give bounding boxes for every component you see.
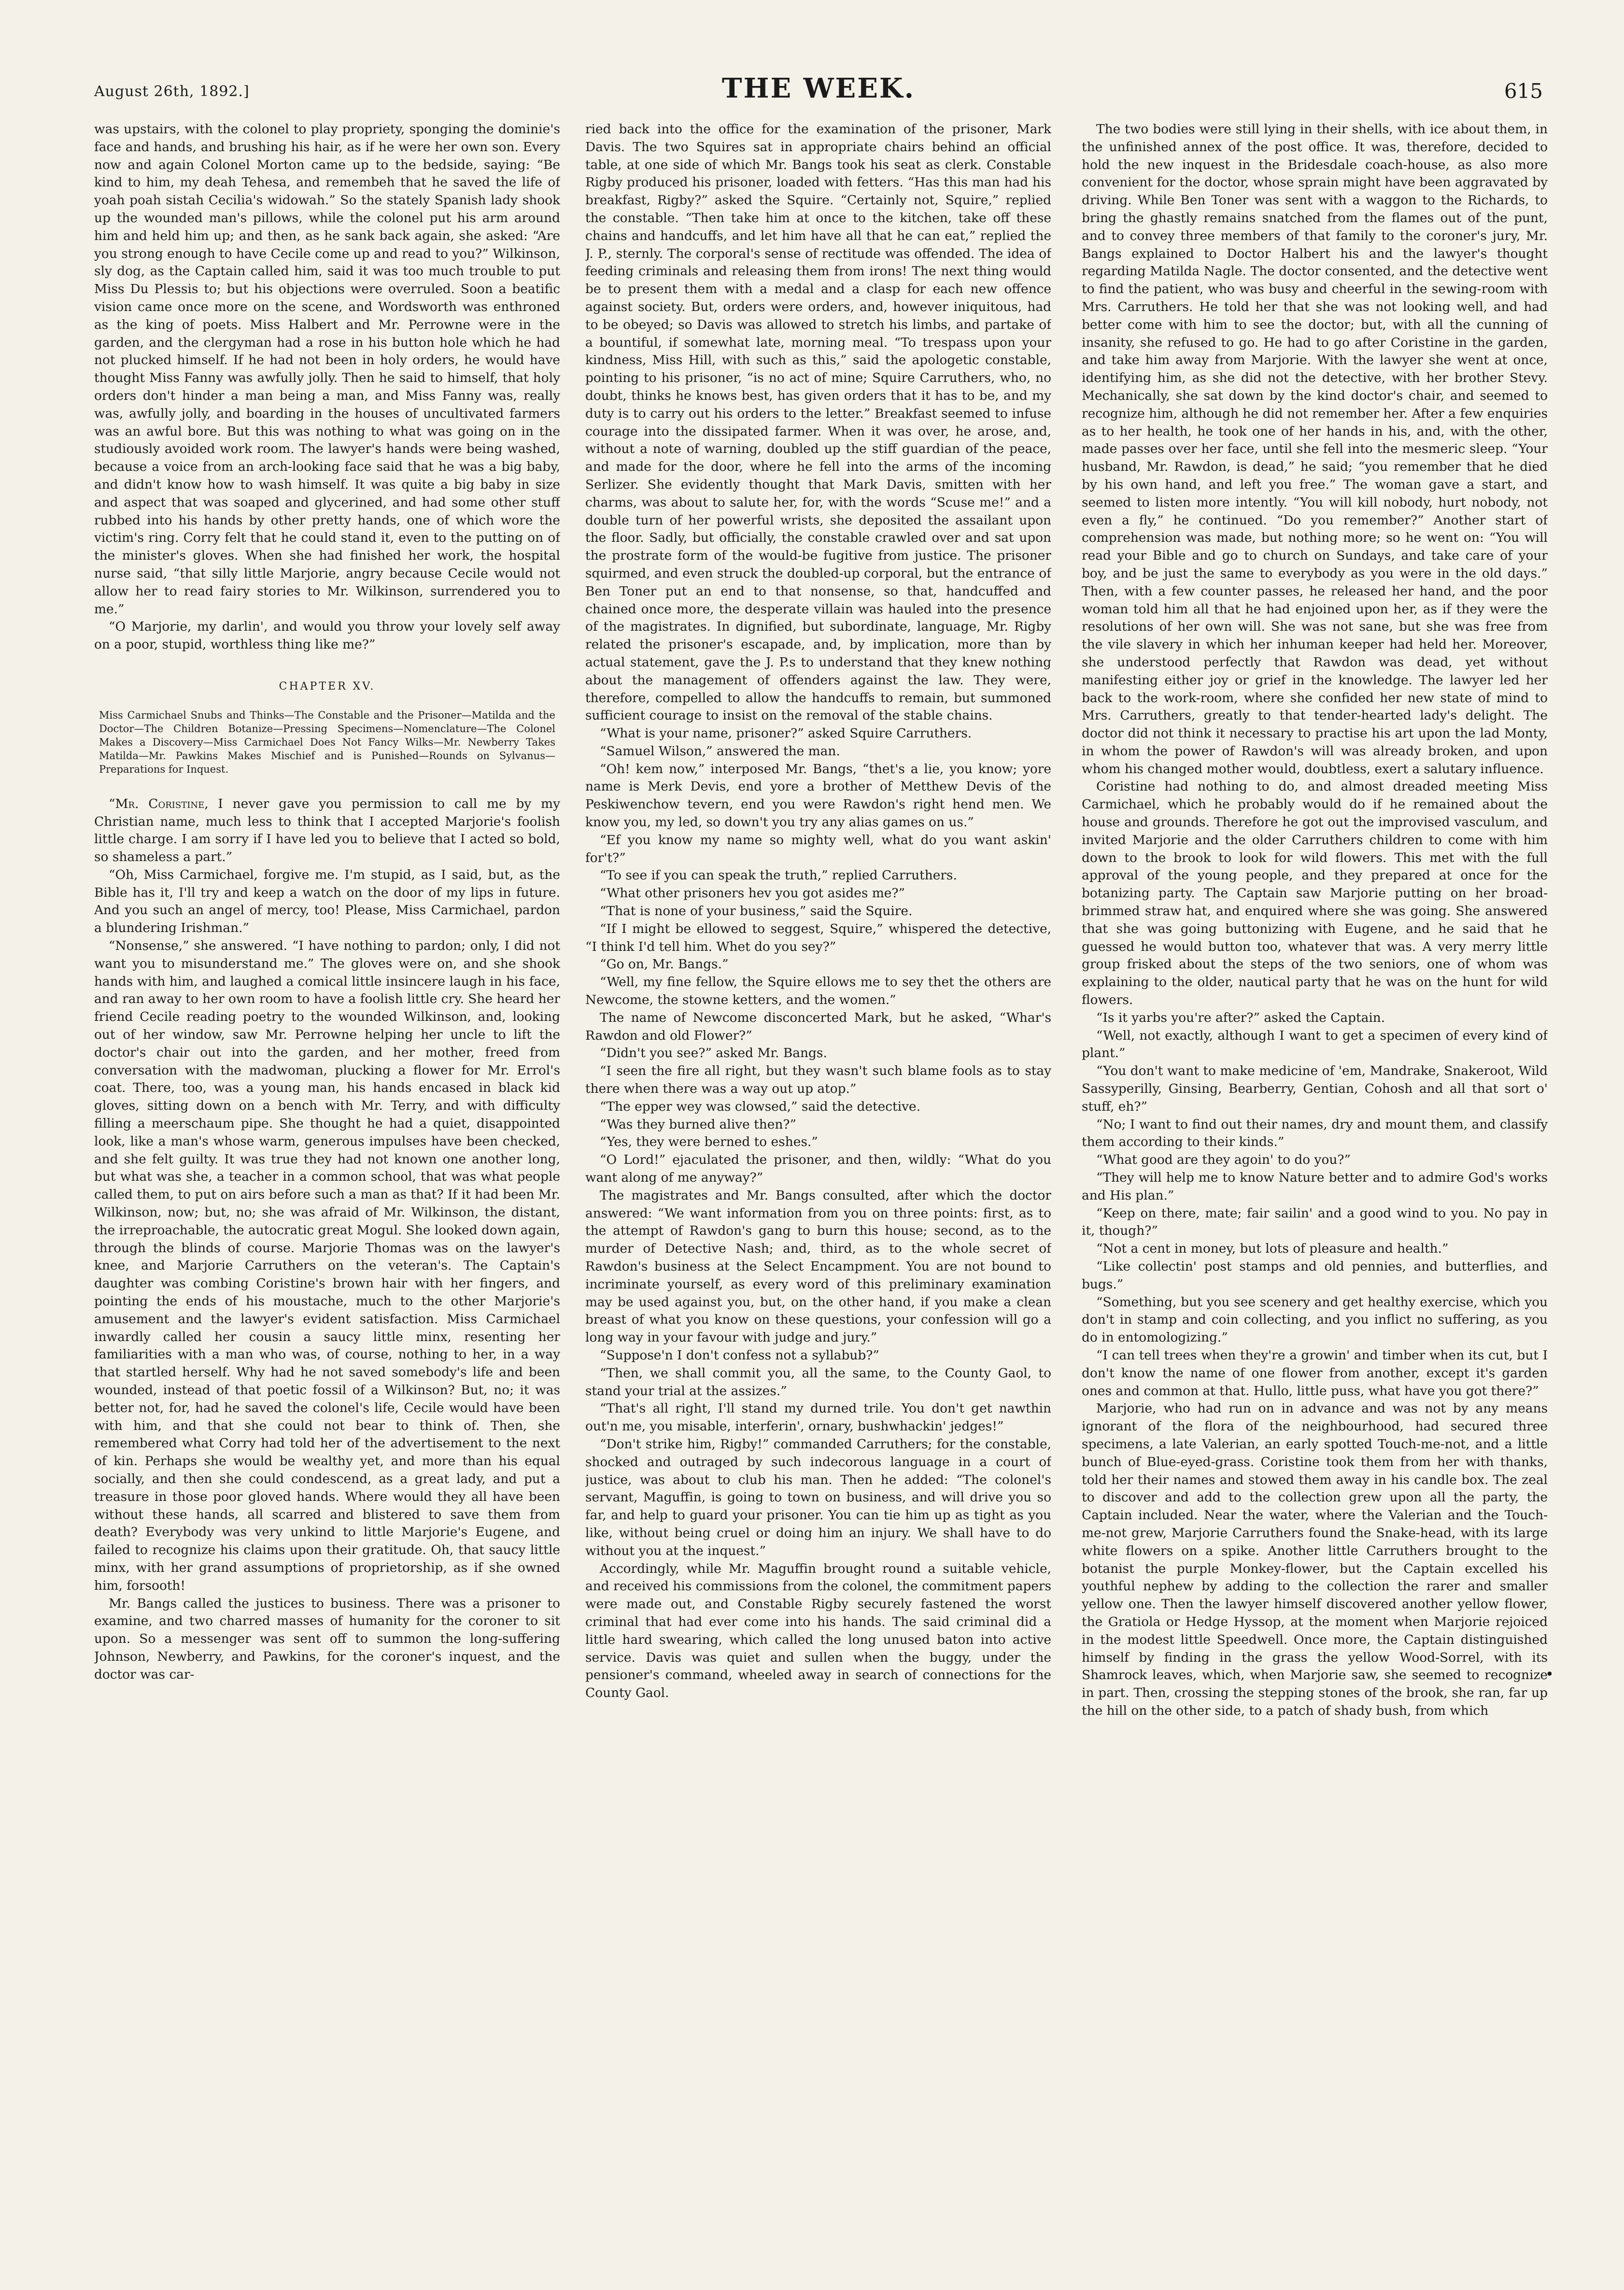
paragraph: “Not a cent in money, but lots of pleasure and health.”	[1096, 1241, 1449, 1257]
paragraph: The two bodies were still lying in their shells, with ice about them, in the unfinished annex of the post office. It was, therefore, decided to hold the new inquest in the Bridesdale coach-house, as also more convenient for the doctor, whose sprain might have been aggravated by driving. While Ben Toner was sent with a waggon to the Richards, to bring the ghastly remains snatched from the flames out of the punt, and to convey three members of that family to the coroner's jury, Mr. Bangs explained to Doctor Halbert his and the lawyer's thought regarding Matilda Nagle. The doctor consented, and the detective went to find the patient, who was busy and cheerful in the sewing-room with Mrs. Carruthers. He told her that she was not looking well, and had better come with him to see the doctor; but, with all the cunning of insanity, she refused to go. He had to go after Coristine in the garden, and take him away from Marjorie. With the lawyer she went at once, identifying him, as she did not the detective, with her brother Stevy. Mechanically, she sat down by the kind doctor's chair, and seemed to recognize him, although he did not remember her. After a few enquiries as to her health, he took one of her hands in his, and, with the other, made passes over her face, until she fell into the mesmeric sleep. “Your husband, Mr. Rawdon, is dead,” he said; “you remember that he died by his own hand, and left you free.” The woman gave a start, and seemed to listen more intently. “You will kill nobody, hurt nobody, not even a fly,” he continued. “Do you remember?” Another start of comprehension was made, but nothing more; so he went on: “You will read your Bible and go to church on Sundays, and take care of your boy, and be just the same to everybody as you were in the old days.” Then, with a few counter passes, he released her hand, and the poor woman told him all that he had enjoined upon her, as if they were the resolutions of her own will. She was not sane, but she was free from the vile slavery in which her inhuman keeper had held her. Moreover, she understood perfectly that Rawdon was dead, yet without manifesting either joy or grief in the knowledge. The lawyer led her back to the work-room, where she confided her new state of mind to Mrs. Carruthers, greatly to that tender-hearted lady's delight. The doctor did not think it necessary to practise his art upon the lad Monty, in whom the power of Rawdon's will was already broken, and upon whom his changed mother would, doubtless, exert a salutary influence.	[1082, 122, 1548, 777]
chapter-summary: Miss Carmichael Snubs and Thinks—The Constable and the Prisoner—Matilda and the Doctor—The Children Botanize—Pressing Specimens—Nomenclature—The Colonel Makes a Discovery—Miss Carmichael Does Not Fancy Wilks—Mr. Newberry Takes Matilda—Mr. Pawkins Makes Mischief and is Punished—Rounds on Sylvanus—Preparations for Inquest.	[99, 709, 555, 775]
paragraph: Mr. Bangs called the justices to business. There was a prisoner to examine, and two charred masses of humanity for the coroner to sit upon. So a messenger was sent off to summon the long-suffering Johnson, Newberry, and Pawkins, for the coroner's inquest, and the doctor was car-	[94, 1596, 560, 1682]
paragraph: Accordingly, while Mr. Maguffin brought round a suitable vehicle, and received his commissions from the colonel, the commitment papers were made out, and Constable Rigby securely fastened the worst criminal that had ever come into his hands. The said criminal did a little hard swearing, which called the long unused baton into active service. Davis was quiet and sullen when the buggy, under the pensioner's command, wheeled away in search of connections for the County Gaol.	[585, 1561, 1051, 1701]
paragraph: “Like collectin' post stamps and old pennies, and butterflies, and bugs.”	[1082, 1259, 1548, 1292]
paragraph: “Samuel Wilson,” answered the man.	[600, 743, 840, 759]
margin-bullet-mark: •	[1545, 1666, 1554, 1683]
paragraph: ried back into the office for the examination of the prisoner, Mark Davis. The two Squires sat in appropriate chairs behind an official table, at one side of which Mr. Bangs took his seat as clerk. Constable Rigby produced his prisoner, loaded with fetters. “Has this man had his breakfast, Rigby?” asked the Squire. “Certainly not, Squire,” replied the constable. “Then take him at once to the kitchen, take off these chains and handcuffs, and let him have all that he can eat,” replied the J. P., sternly. The corporal's sense of rectitude was offended. The idea of feeding criminals and releasing them from irons! The next thing would be to present them with a medal and a clasp for each new offence against society. But, orders were orders, and, however iniquitous, had to be obeyed; so Davis was allowed to stretch his limbs, and partake of a bountiful, if somewhat late, morning meal. “To trespass upon your kindness, Miss Hill, with such as this,” said the apologetic constable, pointing to his prisoner, “is no act of mine; Squire Carruthers, who, no doubt, thinks he knows best, has given orders that it has to be, and my duty is to carry out his orders to the letter.” Breakfast seemed to infuse courage into the dissipated farmer. When it was over, he arose, and, without a note of warning, doubled up the stiff guardian of the peace, and made for the door, where he fell into the arms of the incoming Serlizer. She evidently thought that Mark Davis, smitten with her charms, was about to salute her, for, with the words “Scuse me!” and a double turn of her powerful wrists, she deposited the assailant upon the floor. Sadly, but officially, the constable crawled over and sat upon the prostrate form of the would-be fugitive from justice. The prisoner squirmed, and even struck the doubled-up corporal, but the entrance of Ben Toner put an end to that nonsense, so that, handcuffed and chained once more, the desperate villain was hauled into the presence of the magistrates. In dignified, but subordinate, language, Mr. Rigby related the prisoner's escapade, and, by implication, more than by actual statement, gave the J. P.s to understand that they knew nothing about the management of offenders against the law. They were, therefore, compelled to allow the handcuffs to remain, but summoned sufficient courage to insist on the removal of the stable chains.	[585, 122, 1051, 723]
paragraph: “Something, but you see scenery and get healthy exercise, which you don't in stamp and coin collecting, and you inflict no suffering, as you do in entomologizing.”	[1082, 1294, 1548, 1345]
page-header	[94, 72, 1543, 116]
paragraph: “Then, we shall commit you, all the same, to the County Gaol, to stand your trial at the assizes.”	[585, 1365, 1051, 1399]
text-column-2	[585, 121, 1051, 2255]
paragraph: “Well, not exactly, although I want to get a specimen of every kind of plant.”	[1082, 1028, 1548, 1061]
paragraph: “I seen the fire all right, but they wasn't such blame fools as to stay there when there was a way out up atop.”	[585, 1063, 1051, 1097]
paragraph: “Oh! kem now,” interposed Mr. Bangs, “thet's a lie, you know; yore name is Merk Devis, end yore a brother of Metthew Devis of the Peskiwenchow tevern, end you were Rawdon's right hend men. We know you, my led, so down't you try any alias games on us.”	[585, 761, 1051, 830]
paragraph: “What good are they agoin' to do you?”	[1096, 1152, 1351, 1168]
paragraph: “Go on, Mr. Bangs.”	[600, 957, 729, 972]
chapter-heading: CHAPTER XV.	[279, 680, 376, 693]
page-number: 615	[1504, 79, 1543, 103]
paragraph: Coristine had nothing to do, and almost dreaded meeting Miss Carmichael, which he probably would do if he remained about the house and grounds. Therefore he got out the improvised vasculum, and invited Marjorie and the older Carruthers children to come with him down to the brook to look for wild flowers. This met with the full approval of the young people, and they prepared at once for the botanizing party. The Captain saw Marjorie putting on her broad-brimmed straw hat, and enquired where she was going. She answered that she was going buttonizing with Eugene, and he said that he guessed he would button too, whatever that was. A very merry little group frisked about the steps of the two seniors, one of whom was explaining to the older, nautical party that he was on the hunt for wild flowers.	[1082, 779, 1548, 1008]
paragraph: “Ef you know my name so mighty well, what do you want askin' for't?”	[585, 832, 1051, 865]
text-column-1	[94, 121, 560, 2255]
paragraph: was upstairs, with the colonel to play propriety, sponging the dominie's face and hands, and brushing his hair, as if he were her own son. Every now and again Colonel Morton came up to the bedside, saying: “Be kind to him, my deah Tehesa, and remembeh that he saved the life of yoah poah sistah Cecilia's widowah.” So the stately Spanish lady shook up the wounded man's pillows, while the colonel put his arm around him and held him up; and then, as he sank back again, she asked: “Are you strong enough to have Cecile come up and read to you?” Wilkinson, sly dog, as the Captain called him, said it was too much trouble to put Miss Du Plessis to; but his objections were overruled. Soon a beatific vision came once more on the scene, and Wordsworth was enthroned as the king of poets. Miss Halbert and Mr. Perrowne were in the garden, and the clergyman had a rose in his button hole which he had not plucked himself. If he had not been in holy orders, he would have thought Miss Fanny was awfully jolly. Then he said to himself, that holy orders don't hinder a man being a man, and Miss Fanny was, really was, awfully jolly, and boarding in the houses of uncultivated farmers was an awful bore. But this was nothing to what was going on in the studiously avoided work room. The lawyer's hands were being washed, because a voice from an arch-looking face said that he was a big baby, and didn't know how to wash himself. It was quite a big baby in size and aspect that was soaped and glycerined, and had some other stuff rubbed into his hands by other pretty hands, one of which wore the victim's ring. Corry felt that he could stand it, even to the putting on of the minister's gloves. When she had finished her work, the hospital nurse said, “that silly little Marjorie, angry because Cecile would not allow her to read fairy stories to Mr. Wilkinson, surrendered you to me.”	[94, 122, 560, 617]
paragraph: “Well, my fine fellow, the Squire ellows me to sey thet the others are Newcome, the stowne ketters, and the women.”	[585, 975, 1051, 1008]
issue-date: August 26th, 1892.]	[94, 83, 250, 100]
paragraph-body: I never gave you permission to call me by my Christian name, much less to think that I accepted Marjorie's foolish little charge. I am sorry if I have led you to believe that I acted so bold, so shameless a part.”	[94, 796, 560, 865]
paragraph: Marjorie, who had run on in advance and was not by any means ignorant of the flora of the neighbourhood, had secured three specimens, a late Valerian, an early spotted Touch-me-not, and a little bunch of Blue-eyed-grass. Coristine took them from her with thanks, told her their names and stowed them away in his candle box. The zeal to discover and add to the collection grew upon all the party, the Captain included. Near the water, where the Valerian and the Touch-me-not grew, Marjorie Carruthers found the Snake-head, with its large white flowers on a spike. Another little Carruthers brought to the botanist the purple Monkey-flower, but the Captain excelled his youthful nephew by adding to the collection the rarer and smaller yellow one. Then the lawyer himself discovered another yellow flower, the Gratiola or Hedge Hyssop, at the moment when Marjorie rejoiced in the modest little Speedwell. Once more, the Captain distinguished himself by finding in the grass the yellow Wood-Sorrel, with its Shamrock leaves, which, when Marjorie saw, she seemed to recognize in part. Then, crossing the stepping stones of the brook, she ran, far up the hill on the other side, to a patch of shady bush, from which	[1082, 1401, 1548, 1718]
paragraph: The name of Newcome disconcerted Mark, but he asked, “Whar's Rawdon and old Flower?”	[585, 1010, 1051, 1043]
paragraph: “That is none of your business,” said the Squire.	[600, 904, 913, 919]
paragraph: “Didn't you see?” asked Mr. Bangs.	[600, 1046, 827, 1061]
paragraph: “What other prisoners hev you got asides me?”	[600, 886, 905, 901]
paragraph: “To see if you can speak the truth,” replied Carruthers.	[600, 868, 957, 883]
paragraph: “They will help me to know Nature better and to admire God's works and His plan.”	[1082, 1170, 1548, 1203]
paragraph: “Keep on there, mate; fair sailin' and a good wind to you. No pay in it, though?”	[1082, 1205, 1548, 1239]
paragraph	[94, 795, 560, 866]
paragraph: “Don't strike him, Rigby!” commanded Carruthers; for the constable, shocked and outraged by such indecorous language in a court of justice, was about to club his man. Then he added: “The colonel's servant, Maguffin, is going to town on business, and will drive you so far, and help to guard your prisoner. You can tie him up as tight as you like, without being cruel or doing him an injury. We shall have to do without you at the inquest.”	[585, 1436, 1051, 1558]
masthead-title: THE WEEK.	[721, 72, 916, 104]
paragraph: “Was they burned alive then?”	[600, 1117, 797, 1132]
paragraph: “Oh, Miss Carmichael, forgive me. I'm stupid, as I said, but, as the Bible has it, I'll try and keep a watch on the door of my lips in future. And you such an angel of mercy, too! Please, Miss Carmichael, pardon a blundering Irishman.”	[94, 867, 560, 936]
paragraph: “O Marjorie, my darlin', and would you throw your lovely self away on a poor, stupid, worthless thing like me?”	[94, 619, 560, 652]
text-column-3	[1082, 121, 1548, 2255]
paragraph: “No; I want to find out their names, dry and mount them, and classify them according to their kinds.”	[1082, 1117, 1548, 1150]
paragraph: “You don't want to make medicine of 'em, Mandrake, Snakeroot, Wild Sassyperilly, Ginsing, Bearberry, Gentian, Cohosh and all that sort o' stuff, eh?”	[1082, 1063, 1548, 1114]
paragraph: “What is your name, prisoner?” asked Squire Carruthers.	[600, 726, 972, 741]
paragraph: “Is it yarbs you're after?” asked the Captain.	[1096, 1010, 1385, 1025]
paragraph: “Nonsense,” she answered. “I have nothing to pardon; only, I did not want you to misunderstand me.” The gloves were on, and she shook hands with him, and laughed a comical little insincere laugh in his face, and ran away to her own room to have a foolish little cry. She heard her friend Cecile reading poetry to the wounded Wilkinson, and, looking out of her window, saw Mr. Perrowne helping her uncle to lift the doctor's chair out into the garden, and her mother, freed from conversation with the madwoman, plucking a flower for Mr. Errol's coat. There, too, was a young man, his hands encased in black kid gloves, sitting down on a bench with Mr. Terry, and with difficulty filling a meerschaum pipe. She thought he had a quiet, disappointed look, like a man's whose warm, generous impulses have been checked, and she felt guilty. It was true they had not known one another long, but what was she, a teacher in a common school, that was what people called them, to put on airs before such a man as that? If it had been Mr. Wilkinson, now; but, no; she was afraid of Mr. Wilkinson, the distant, the irreproachable, the autocratic great Mogul. She looked down again, through the blinds of course. Marjorie Thomas was on the lawyer's knee, and Marjorie Carruthers on the veteran's. The Captain's daughter was combing Coristine's brown hair with her fingers, and pointing the ends of his moustache, much to the other Marjorie's amusement and the lawyer's evident satisfaction. Miss Carmichael inwardly called her cousin a saucy little minx, resenting her familiarities with a man who was, of course, nothing to her, in a way that startled herself. Why had he not saved somebody's life and been wounded, instead of that poetic fossil of a Wilkinson? But, no; it was better not, for, had he saved the colonel's life, Cecile would have been with him, and that she could not bear to think of. Then, she remembered what Corry had told her of the advertisement to the next of kin. Perhaps she would be wealthy yet, and more than his equal socially, and then she could condescend, as a great lady, and put a treasure in those poor gloved hands. Where would they all have been without these hands, all scarred and blistered to save them from death? Everybody was very unkind to little Marjorie's Eugene, and failed to recognize his claims upon their gratitude. Oh, that saucy little minx, with her grand assumptions of proprietorship, as if she owned him, forsooth!	[94, 938, 560, 1593]
paragraph: “O Lord!” ejaculated the prisoner, and then, wildly: “What do you want along of me anyway?”	[585, 1152, 1051, 1186]
paragraph: “The epper wey was clowsed,” said the detective.	[600, 1099, 920, 1114]
paragraph: “Yes, they were berned to eshes.”	[600, 1134, 818, 1150]
paragraph: The magistrates and Mr. Bangs consulted, after which the doctor answered: “We want information from you on three points: first, as to the attempt of Rawdon's gang to burn this house; second, as to the murder of Detective Nash; and, third, as to the whole secret of Rawdon's business at the Select Encampment. You are not bound to incriminate yourself, as every word of this preliminary examination may be used against you, but, on the other hand, if you make a clean breast of what you know on these questions, your confession will go a long way in your favour with judge and jury.”	[585, 1187, 1051, 1345]
paragraph: “I can tell trees when they're a growin' and timber when its cut, but I don't know the name of one flower from another, except it's garden ones and common at that. Hullo, little puss, what have you got there?”	[1082, 1347, 1548, 1399]
paragraph-lead: “Mr. Coristine,	[109, 796, 209, 811]
paragraph: “That's all right, I'll stand my durned trile. You don't get nawthin out'n me, you misable, interferin', ornary, bushwhackin' jedges!”	[585, 1401, 1051, 1434]
paragraph: “Suppose'n I don't confess not a syllabub?”	[600, 1347, 879, 1363]
paragraph: “If I might be ellowed to seggest, Squire,” whispered the detective, “I think I'd tell him. Whet do you sey?”	[585, 921, 1051, 954]
